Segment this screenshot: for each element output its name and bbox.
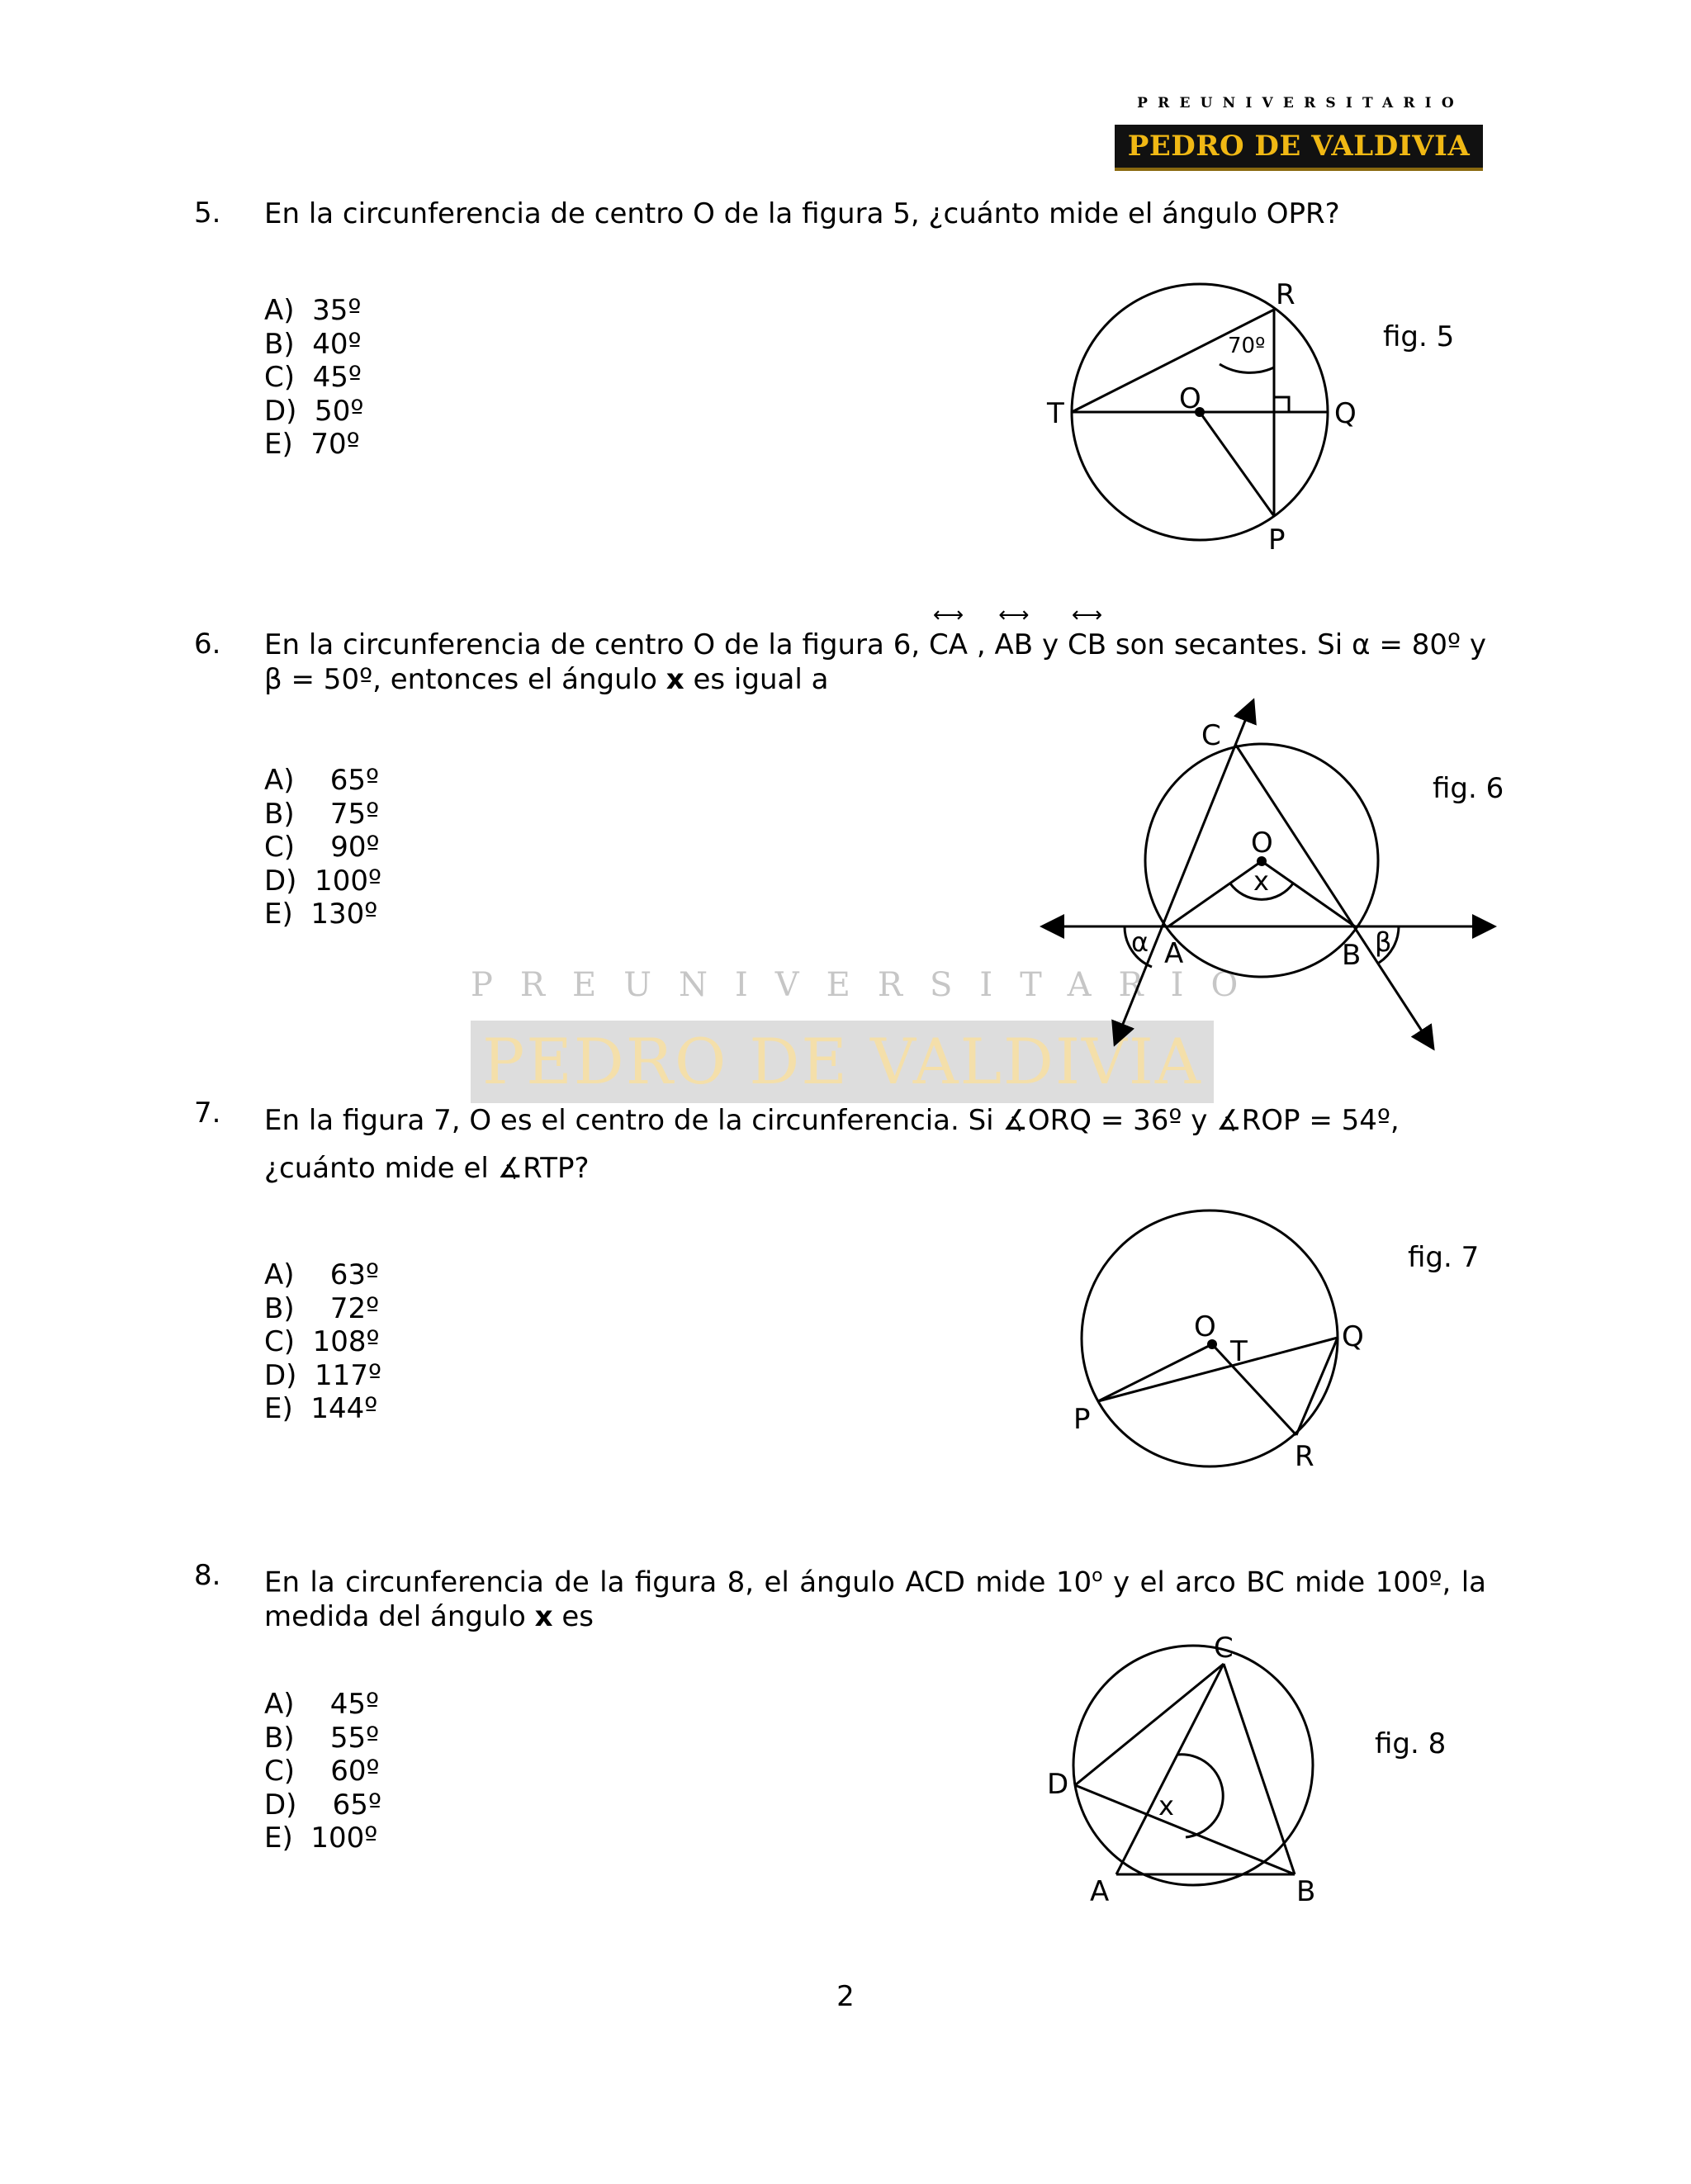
q8-text-part1: En la circunferencia de la figura 8, el ángulo ACD mide 10 (264, 1566, 1092, 1599)
fig8-chord-db (1075, 1785, 1295, 1874)
fig7-radius-or (1212, 1344, 1296, 1435)
fig6-label-beta: β (1375, 926, 1392, 958)
question-5-number: 5. (194, 197, 221, 230)
line-ab-arrow: ⟷ (998, 603, 1030, 628)
watermark-title: PEDRO DE VALDIVIA (471, 1021, 1214, 1103)
question-6-number: 6. (194, 628, 221, 661)
beta-symbol: β (264, 663, 282, 696)
figure-5-label: fig. 5 (1383, 320, 1455, 353)
fig7-label-q: Q (1342, 1320, 1364, 1353)
question-6-text (264, 603, 1486, 697)
fig5-angle-label: 70º (1228, 334, 1266, 358)
line-ca (929, 603, 968, 662)
option-a[interactable]: A) 45º (264, 1688, 380, 1721)
header-logo (1115, 95, 1486, 171)
fig8-angle-x-arc (1177, 1755, 1223, 1837)
figure-7-label: fig. 7 (1408, 1241, 1480, 1274)
option-e[interactable]: E) 70º (264, 428, 360, 461)
q6-text-part6: = 50º, entonces el ángulo (282, 663, 666, 696)
fig6-label-c: C (1201, 719, 1221, 752)
line-cb (1067, 603, 1107, 662)
fig8-label-d: D (1047, 1768, 1069, 1801)
fig6-label-x: x (1253, 865, 1269, 897)
option-c[interactable]: C) 45º (264, 361, 362, 394)
fig6-label-o: O (1251, 827, 1273, 860)
option-e[interactable]: E) 130º (264, 898, 378, 931)
question-5-text: En la circunferencia de centro O de la figura 5, ¿cuánto mide el ángulo OPR? (264, 197, 1340, 230)
fig5-angle-arc (1220, 364, 1274, 372)
logo-subtitle: PREUNIVERSITARIO (1137, 95, 1464, 111)
question-8-options (264, 1688, 381, 1855)
line-ab-label: AB (994, 628, 1034, 661)
line-ca-label: CA (929, 628, 968, 661)
fig8-chord-ca (1116, 1664, 1224, 1874)
option-b[interactable]: B) 75º (264, 797, 380, 831)
figure-6-diagram (1036, 694, 1499, 1057)
alpha-symbol: α (1352, 628, 1371, 661)
question-7-text (264, 1097, 1486, 1192)
option-d[interactable]: D) 65º (264, 1788, 381, 1822)
line-ca-arrow: ⟷ (932, 603, 964, 628)
fig6-label-a: A (1164, 937, 1184, 970)
fig8-label-c: C (1214, 1632, 1234, 1665)
figure-5-diagram (1024, 272, 1371, 561)
fig5-label-o: O (1179, 382, 1201, 415)
option-b[interactable]: B) 72º (264, 1291, 380, 1325)
fig7-chord-pq (1098, 1338, 1338, 1401)
fig8-label-b: B (1296, 1875, 1316, 1908)
fig8-label-a: A (1090, 1875, 1110, 1908)
fig7-label-p: P (1073, 1403, 1091, 1436)
fig8-chord-cd (1075, 1664, 1224, 1785)
question-7-line2: ¿cuánto mide el ∡RTP? (264, 1152, 590, 1185)
fig5-chord-tr (1072, 310, 1274, 412)
q8-text-part3: es (552, 1600, 594, 1634)
line-ab (994, 603, 1034, 662)
fig5-label-r: R (1276, 278, 1295, 311)
fig5-label-p: P (1268, 523, 1286, 557)
angle-x-bold: x (666, 663, 684, 696)
q6-text-part2: , (968, 628, 995, 661)
figure-8-diagram (1040, 1618, 1371, 1916)
fig7-radius-op (1098, 1344, 1212, 1401)
fig7-chord-qr (1296, 1338, 1338, 1435)
fig8-circle (1073, 1646, 1313, 1885)
option-e[interactable]: E) 144º (264, 1392, 378, 1425)
figure-6-label: fig. 6 (1433, 772, 1504, 805)
fig6-label-b: B (1342, 939, 1362, 972)
question-7-line1: En la figura 7, O es el centro de la circunferencia. Si ∡ORQ = 36º y ∡ROP = 54º, (264, 1104, 1400, 1137)
fig5-segment-op (1200, 412, 1274, 516)
option-d[interactable]: D) 117º (264, 1358, 381, 1392)
q6-text-part5: = 80º y (1370, 628, 1486, 661)
watermark-subtitle: PREUNIVERSITARIO (471, 966, 1266, 1004)
page-number: 2 (836, 1980, 855, 2013)
option-d[interactable]: D) 50º (264, 394, 364, 428)
q6-text-part3: y (1033, 628, 1068, 661)
fig7-label-r: R (1295, 1440, 1314, 1473)
option-c[interactable]: C) 108º (264, 1325, 380, 1358)
logo-title: PEDRO DE VALDIVIA (1115, 125, 1483, 171)
option-a[interactable]: A) 35º (264, 294, 362, 327)
line-cb-arrow: ⟷ (1071, 603, 1103, 628)
option-a[interactable]: A) 65º (264, 764, 380, 797)
question-5-options (264, 294, 363, 462)
q6-text-part4: son secantes. Si (1106, 628, 1352, 661)
fig5-right-angle (1274, 397, 1289, 412)
q6-text-part1: En la circunferencia de centro O de la figura 6, (264, 628, 929, 661)
q8-text-part2: y el arco BC mide 100º, la medida del ángulo (264, 1566, 1486, 1634)
fig6-label-alpha: α (1131, 926, 1149, 958)
option-a[interactable]: A) 63º (264, 1258, 380, 1291)
fig6-radius-ob (1262, 861, 1355, 926)
fig8-label-x: x (1158, 1790, 1174, 1822)
option-c[interactable]: C) 90º (264, 831, 380, 864)
degree-symbol: o (1092, 1566, 1103, 1586)
figure-7-diagram (1065, 1201, 1387, 1474)
fig7-label-t: T (1230, 1335, 1248, 1368)
figure-8-label: fig. 8 (1375, 1727, 1447, 1760)
option-d[interactable]: D) 100º (264, 864, 381, 898)
fig5-label-t: T (1047, 397, 1064, 430)
fig6-radius-oa (1168, 861, 1262, 926)
question-6-options (264, 764, 381, 931)
option-b[interactable]: B) 55º (264, 1721, 380, 1755)
question-7-number: 7. (194, 1097, 221, 1130)
line-cb-label: CB (1067, 628, 1107, 661)
question-8-number: 8. (194, 1559, 221, 1592)
angle-x-bold: x (534, 1600, 553, 1634)
option-c[interactable]: C) 60º (264, 1755, 380, 1788)
fig8-chord-cb (1224, 1664, 1295, 1874)
q6-text-part7: es igual a (684, 663, 829, 696)
fig7-label-o: O (1194, 1310, 1216, 1343)
option-b[interactable]: B) 40º (264, 327, 362, 361)
option-e[interactable]: E) 100º (264, 1822, 378, 1855)
question-7-options (264, 1258, 381, 1426)
fig6-line-ca (1115, 700, 1253, 1045)
fig5-label-q: Q (1334, 397, 1357, 430)
